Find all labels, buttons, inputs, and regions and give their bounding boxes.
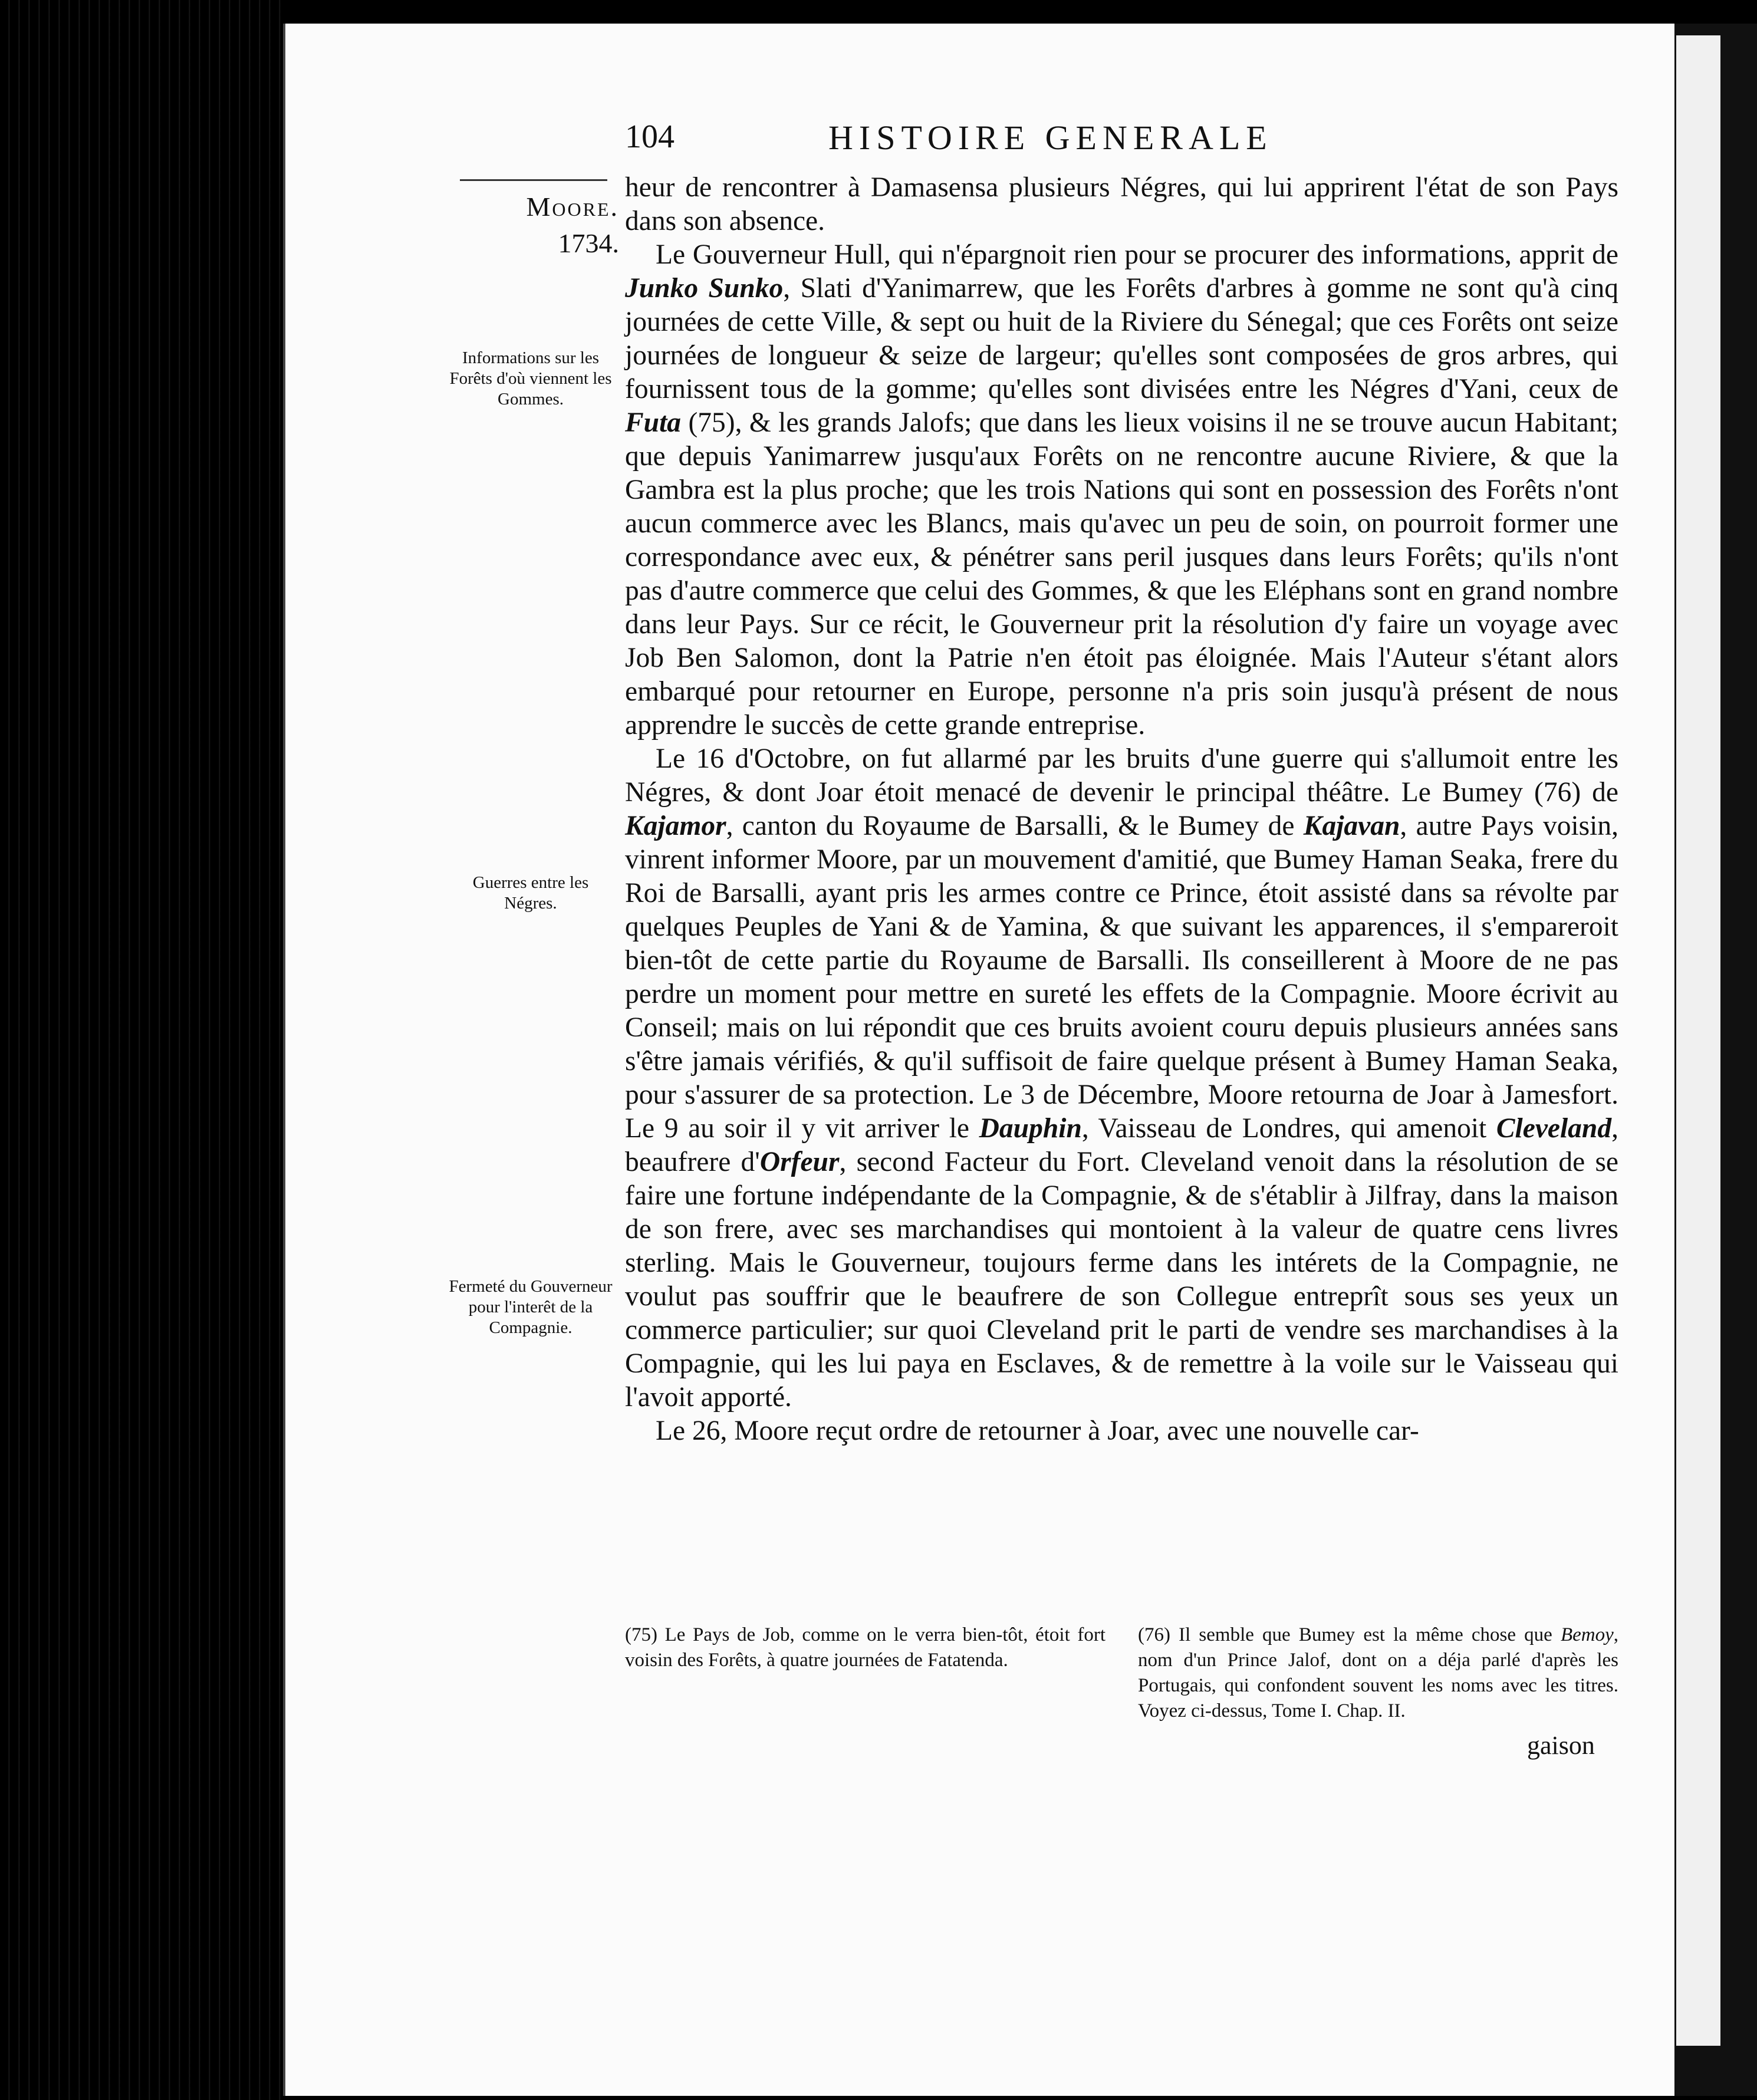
running-title: HISTOIRE GENERALE (828, 119, 1273, 157)
paragraph: Le 26, Moore reçut ordre de retourner à Joar, avec une nouvelle car- (656, 1416, 1419, 1446)
footnote-column-right (1138, 1622, 1618, 1724)
paragraph: Le 16 d'Octobre, on fut allarmé par les bruits d'une guerre qui s'allumoit entre les Négres, & dont Joar étoit menacé de devenir le principal théâtre. Le Bumey (76) de Kajamor, canton du Royaume de Barsalli, & le Bumey de Kajavan, autre Pays voisin, vinrent informer Moore, par un mouvement d'amitié, que Bumey Haman Seaka, frere du Roi de Barsalli, ayant pris les armes contre ce Prince, étoit assisté dans sa révolte par quelques Peuples de Yani & de Yamina, & que suivant les apparences, il s'empareroit bien-tôt de cette partie du Royaume de Barsalli. Ils conseillerent à Moore de ne pas perdre un moment pour mettre en sureté les effets de la Compagnie. Moore écrivit au Conseil; mais on lui répondit que ces bruits avoient couru depuis plusieurs années sans s'être jamais vérifiés, & qu'il suffisoit de faire quelque présent à Bumey Haman Seaka, pour s'assurer de sa protection. Le 3 de Décembre, Moore retourna de Joar à Jamesfort. Le 9 au soir il y vit arriver le Dauphin, Vaisseau de Londres, qui amenoit Cleveland, beaufrere d'Orfeur, second Facteur du Fort. Cleveland venoit dans la résolution de se faire une fortune indépendante de la Compagnie, & de s'établir à Jilfray, dans la maison de son frere, avec ses marchandises qui montoient à la valeur de quatre cens livres sterling. Mais le Gouverneur, toujours ferme dans les intérets de la Compagnie, ne voulut pas souffrir que le beaufrere de son Collegue entreprît sous ses yeux un commerce particulier; sur quoi Cleveland prit le parti de vendre ses marchandises à la Compagnie, qui les lui paya en Esclaves, & de remettre à la voile sur le Vaisseau qui l'avoit apporté. (625, 743, 1619, 1413)
footnote-76: (76) Il semble que Bumey est la même chose que Bemoy, nom d'un Prince Jalof, dont on a déja parlé d'après les Portugais, qui confondent souvent les noms avec les titres. Voyez ci-dessus, Tome I. Chap. II. (1138, 1624, 1618, 1722)
margin-note-governor-firmness: Fermeté du Gouverneur pour l'interêt de la Compagnie. (449, 1277, 613, 1337)
body-text (625, 171, 1618, 1448)
book-spine-edges (0, 0, 283, 2100)
margin-column (448, 189, 619, 1337)
page-header (625, 118, 1409, 171)
margin-author: Moore. (526, 192, 619, 222)
margin-rule (460, 179, 607, 181)
footnotes (625, 1622, 1618, 1724)
margin-year: 1734. (558, 228, 619, 258)
page-number: 104 (625, 119, 674, 155)
paragraph: Le Gouverneur Hull, qui n'épargnoit rien pour se procurer des informations, apprit de Junko Sunko, Slati d'Yanimarrew, que les Forêts d'arbres à gomme ne sont qu'à cinq journées de cette Ville, & sept ou huit de la Riviere du Sénegal; que ces Forêts ont seize journées de longueur & seize de largeur; qu'elles sont composées de gros arbres, qui fournissent tous de la gomme; qu'elles sont divisées entre les Négres d'Yani, ceux de Futa (75), & les grands Jalofs; que dans les lieux voisins il ne se trouve aucun Habitant; que depuis Yanimarrew jusqu'aux Forêts on ne rencontre aucune Riviere, & que la Gambra est la plus proche; que les trois Nations qui sont en possession des Forêts n'ont aucun commerce avec les Blancs, mais qu'avec un peu de soin, on pourroit former une correspondance avec eux, & pénétrer sans peril jusques dans leurs Forêts; qu'ils n'ont pas d'autre commerce que celui des Gommes, & que les Eléphans sont en grand nombre dans leur Pays. Sur ce récit, le Gouverneur prit la résolution d'y faire un voyage avec Job Ben Salomon, dont la Patrie n'en étoit pas éloignée. Mais l'Auteur s'étant alors embarqué pour retourner en Europe, personne n'a pris soin jusqu'à présent de nous apprendre le succès de cette grande entreprise. (625, 239, 1618, 740)
footnote-column-left (625, 1622, 1105, 1724)
footnote-75: (75) Le Pays de Job, comme on le verra bien-tôt, étoit fort voisin des Forêts, à quatre journées de Fatatenda. (625, 1624, 1105, 1671)
margin-note-negro-wars: Guerres entre les Négres. (472, 873, 589, 913)
next-page-edge (1676, 35, 1720, 2046)
paragraph: heur de rencontrer à Damasensa plusieurs Négres, qui lui apprirent l'état de son Pays dans son absence. (625, 172, 1618, 236)
margin-note-gum-forests: Informations sur les Forêts d'où viennent les Gommes. (449, 348, 612, 409)
catchword: gaison (1527, 1731, 1595, 1760)
